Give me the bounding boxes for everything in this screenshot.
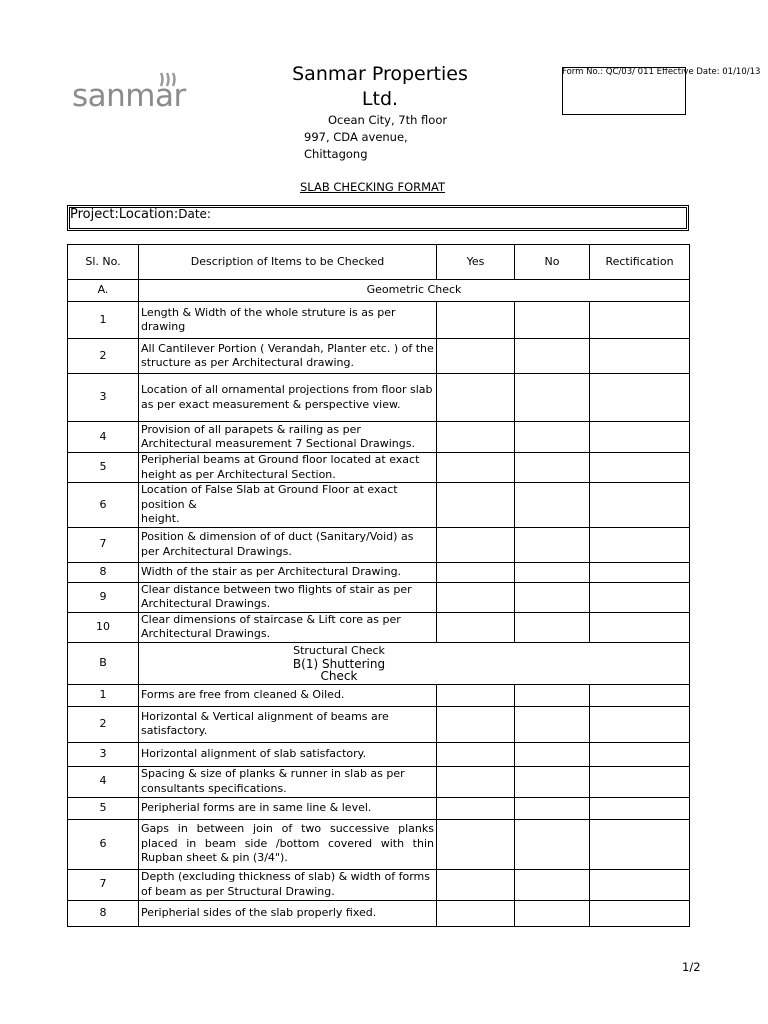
section-b-subtitle-line2: Check [320, 669, 358, 683]
yes-cell[interactable] [437, 527, 515, 562]
yes-cell[interactable] [437, 706, 515, 742]
section-a-number: A. [68, 280, 139, 302]
rectification-cell[interactable] [590, 797, 690, 819]
project-label: Project: [70, 207, 119, 222]
logo-arcs-icon [158, 72, 188, 92]
rectification-cell[interactable] [590, 900, 690, 926]
yes-cell[interactable] [437, 302, 515, 339]
rectification-cell[interactable] [590, 562, 690, 582]
item-description: Peripherial beams at Ground floor located at exact height as per Architectural Section. [139, 453, 437, 483]
rectification-cell[interactable] [590, 339, 690, 374]
item-description-line2: height. [141, 512, 180, 525]
rectification-cell[interactable] [590, 483, 690, 528]
table-row [68, 483, 690, 528]
section-a-title: Geometric Check [139, 280, 690, 302]
table-row [68, 869, 690, 900]
table-row [68, 374, 690, 422]
company-address [304, 112, 447, 163]
item-description: Clear dimensions of staircase & Lift core as per Architectural Drawings. [139, 612, 437, 642]
item-description: Length & Width of the whole struture is as per drawing [139, 302, 437, 339]
rectification-cell[interactable] [590, 302, 690, 339]
no-cell[interactable] [515, 706, 590, 742]
item-description: Width of the stair as per Architectural Drawing. [139, 562, 437, 582]
yes-cell[interactable] [437, 374, 515, 422]
yes-cell[interactable] [437, 422, 515, 453]
yes-cell[interactable] [437, 562, 515, 582]
table-row [68, 706, 690, 742]
item-number: 5 [68, 453, 139, 483]
yes-cell[interactable] [437, 612, 515, 642]
no-cell[interactable] [515, 684, 590, 706]
rectification-cell[interactable] [590, 706, 690, 742]
no-cell[interactable] [515, 819, 590, 869]
table-row [68, 339, 690, 374]
yes-cell[interactable] [437, 797, 515, 819]
rectification-cell[interactable] [590, 374, 690, 422]
yes-cell[interactable] [437, 900, 515, 926]
no-cell[interactable] [515, 582, 590, 612]
header-description: Description of Items to be Checked [139, 245, 437, 280]
yes-cell[interactable] [437, 339, 515, 374]
item-number: 1 [68, 684, 139, 706]
section-b-heading [139, 642, 690, 684]
project-info-text [70, 207, 211, 222]
item-number: 3 [68, 742, 139, 766]
document-title: SLAB CHECKING FORMAT [300, 180, 446, 194]
item-number: 4 [68, 422, 139, 453]
rectification-cell[interactable] [590, 582, 690, 612]
item-description: Location of all ornamental projections from floor slab as per exact measurement & perspective view. [139, 374, 437, 422]
section-b-subtitle-line1: B(1) Shuttering [292, 657, 386, 671]
item-description-line1: Location of False Slab at Ground Floor at exact position & [141, 483, 398, 511]
yes-cell[interactable] [437, 684, 515, 706]
table-row [68, 453, 690, 483]
table-row [68, 612, 690, 642]
table-row [68, 562, 690, 582]
item-description: Provision of all parapets & railing as per Architectural measurement 7 Sectional Drawings. [139, 422, 437, 453]
item-number: 7 [68, 527, 139, 562]
yes-cell[interactable] [437, 582, 515, 612]
address-line2: 997, CDA avenue, [304, 130, 408, 144]
table-row [68, 582, 690, 612]
form-number: Form No.: QC/03/ 011 Effective Date: 01/10/13 [562, 67, 761, 77]
item-number: 8 [68, 562, 139, 582]
logo-wordmark: sanmar [72, 78, 186, 114]
header-sl-no: Sl. No. [68, 245, 139, 280]
table-row [68, 422, 690, 453]
item-number: 8 [68, 900, 139, 926]
project-info-box[interactable] [67, 205, 689, 231]
page-number: 1/2 [682, 960, 701, 974]
rectification-cell[interactable] [590, 684, 690, 706]
item-description: Clear distance between two flights of stair as per Architectural Drawings. [139, 582, 437, 612]
item-description: Peripherial sides of the slab properly fixed. [139, 900, 437, 926]
section-b-title: Structural Check [293, 644, 385, 657]
section-a-row [68, 280, 690, 302]
item-number: 10 [68, 612, 139, 642]
rectification-cell[interactable] [590, 527, 690, 562]
item-number: 2 [68, 706, 139, 742]
item-number: 3 [68, 374, 139, 422]
rectification-cell[interactable] [590, 766, 690, 797]
rectification-cell[interactable] [590, 612, 690, 642]
table-row [68, 766, 690, 797]
address-line1: Ocean City, 7th floor [328, 113, 448, 127]
item-description: All Cantilever Portion ( Verandah, Planter etc. ) of the structure as per Architectural drawing. [139, 339, 437, 374]
sanmar-logo [72, 72, 197, 122]
item-number: 7 [68, 869, 139, 900]
table-row [68, 527, 690, 562]
section-b-row [68, 642, 690, 684]
item-number: 1 [68, 302, 139, 339]
rectification-cell[interactable] [590, 422, 690, 453]
item-description: Horizontal & Vertical alignment of beams are satisfactory. [139, 706, 437, 742]
no-cell[interactable] [515, 766, 590, 797]
no-cell[interactable] [515, 869, 590, 900]
company-name-line1: Sanmar Properties [292, 63, 468, 85]
item-number: 6 [68, 819, 139, 869]
no-cell[interactable] [515, 527, 590, 562]
no-cell[interactable] [515, 339, 590, 374]
no-cell[interactable] [515, 374, 590, 422]
table-row [68, 684, 690, 706]
rectification-cell[interactable] [590, 742, 690, 766]
company-name-line2: Ltd. [361, 88, 399, 110]
item-description: Position & dimension of of duct (Sanitary/Void) as per Architectural Drawings. [139, 527, 437, 562]
yes-cell[interactable] [437, 869, 515, 900]
item-number: 4 [68, 766, 139, 797]
no-cell[interactable] [515, 302, 590, 339]
item-description [139, 483, 437, 528]
yes-cell[interactable] [437, 483, 515, 528]
no-cell[interactable] [515, 797, 590, 819]
table-row [68, 797, 690, 819]
date-label: Date: [178, 207, 211, 221]
item-number: 5 [68, 797, 139, 819]
item-number: 9 [68, 582, 139, 612]
header-yes: Yes [437, 245, 515, 280]
item-description: Peripherial forms are in same line & level. [139, 797, 437, 819]
location-label: Location: [118, 207, 179, 222]
table-row [68, 900, 690, 926]
table-row [68, 819, 690, 869]
no-cell[interactable] [515, 453, 590, 483]
rectification-cell[interactable] [590, 453, 690, 483]
slab-checklist-table [67, 244, 690, 927]
rectification-cell[interactable] [590, 869, 690, 900]
no-cell[interactable] [515, 422, 590, 453]
no-cell[interactable] [515, 562, 590, 582]
item-description: Depth (excluding thickness of slab) & width of forms of beam as per Structural Drawing. [139, 869, 437, 900]
section-b-number: B [68, 642, 139, 684]
yes-cell[interactable] [437, 766, 515, 797]
no-cell[interactable] [515, 742, 590, 766]
item-description: Gaps in between join of two successive planks placed in beam side /bottom covered with thin Rupban sheet & pin (3/4"). [139, 819, 437, 869]
no-cell[interactable] [515, 900, 590, 926]
item-number: 6 [68, 483, 139, 528]
table-header-row [68, 245, 690, 280]
header-no: No [515, 245, 590, 280]
yes-cell[interactable] [437, 453, 515, 483]
item-description: Horizontal alignment of slab satisfactory. [139, 742, 437, 766]
address-line3: Chittagong [304, 147, 368, 161]
table-row [68, 302, 690, 339]
rectification-cell[interactable] [590, 819, 690, 869]
yes-cell[interactable] [437, 819, 515, 869]
no-cell[interactable] [515, 612, 590, 642]
item-description: Spacing & size of planks & runner in slab as per consultants specifications. [139, 766, 437, 797]
yes-cell[interactable] [437, 742, 515, 766]
company-name [270, 62, 490, 112]
item-description: Forms are free from cleaned & Oiled. [139, 684, 437, 706]
header-rectification: Rectification [590, 245, 690, 280]
no-cell[interactable] [515, 483, 590, 528]
item-number: 2 [68, 339, 139, 374]
table-row [68, 742, 690, 766]
